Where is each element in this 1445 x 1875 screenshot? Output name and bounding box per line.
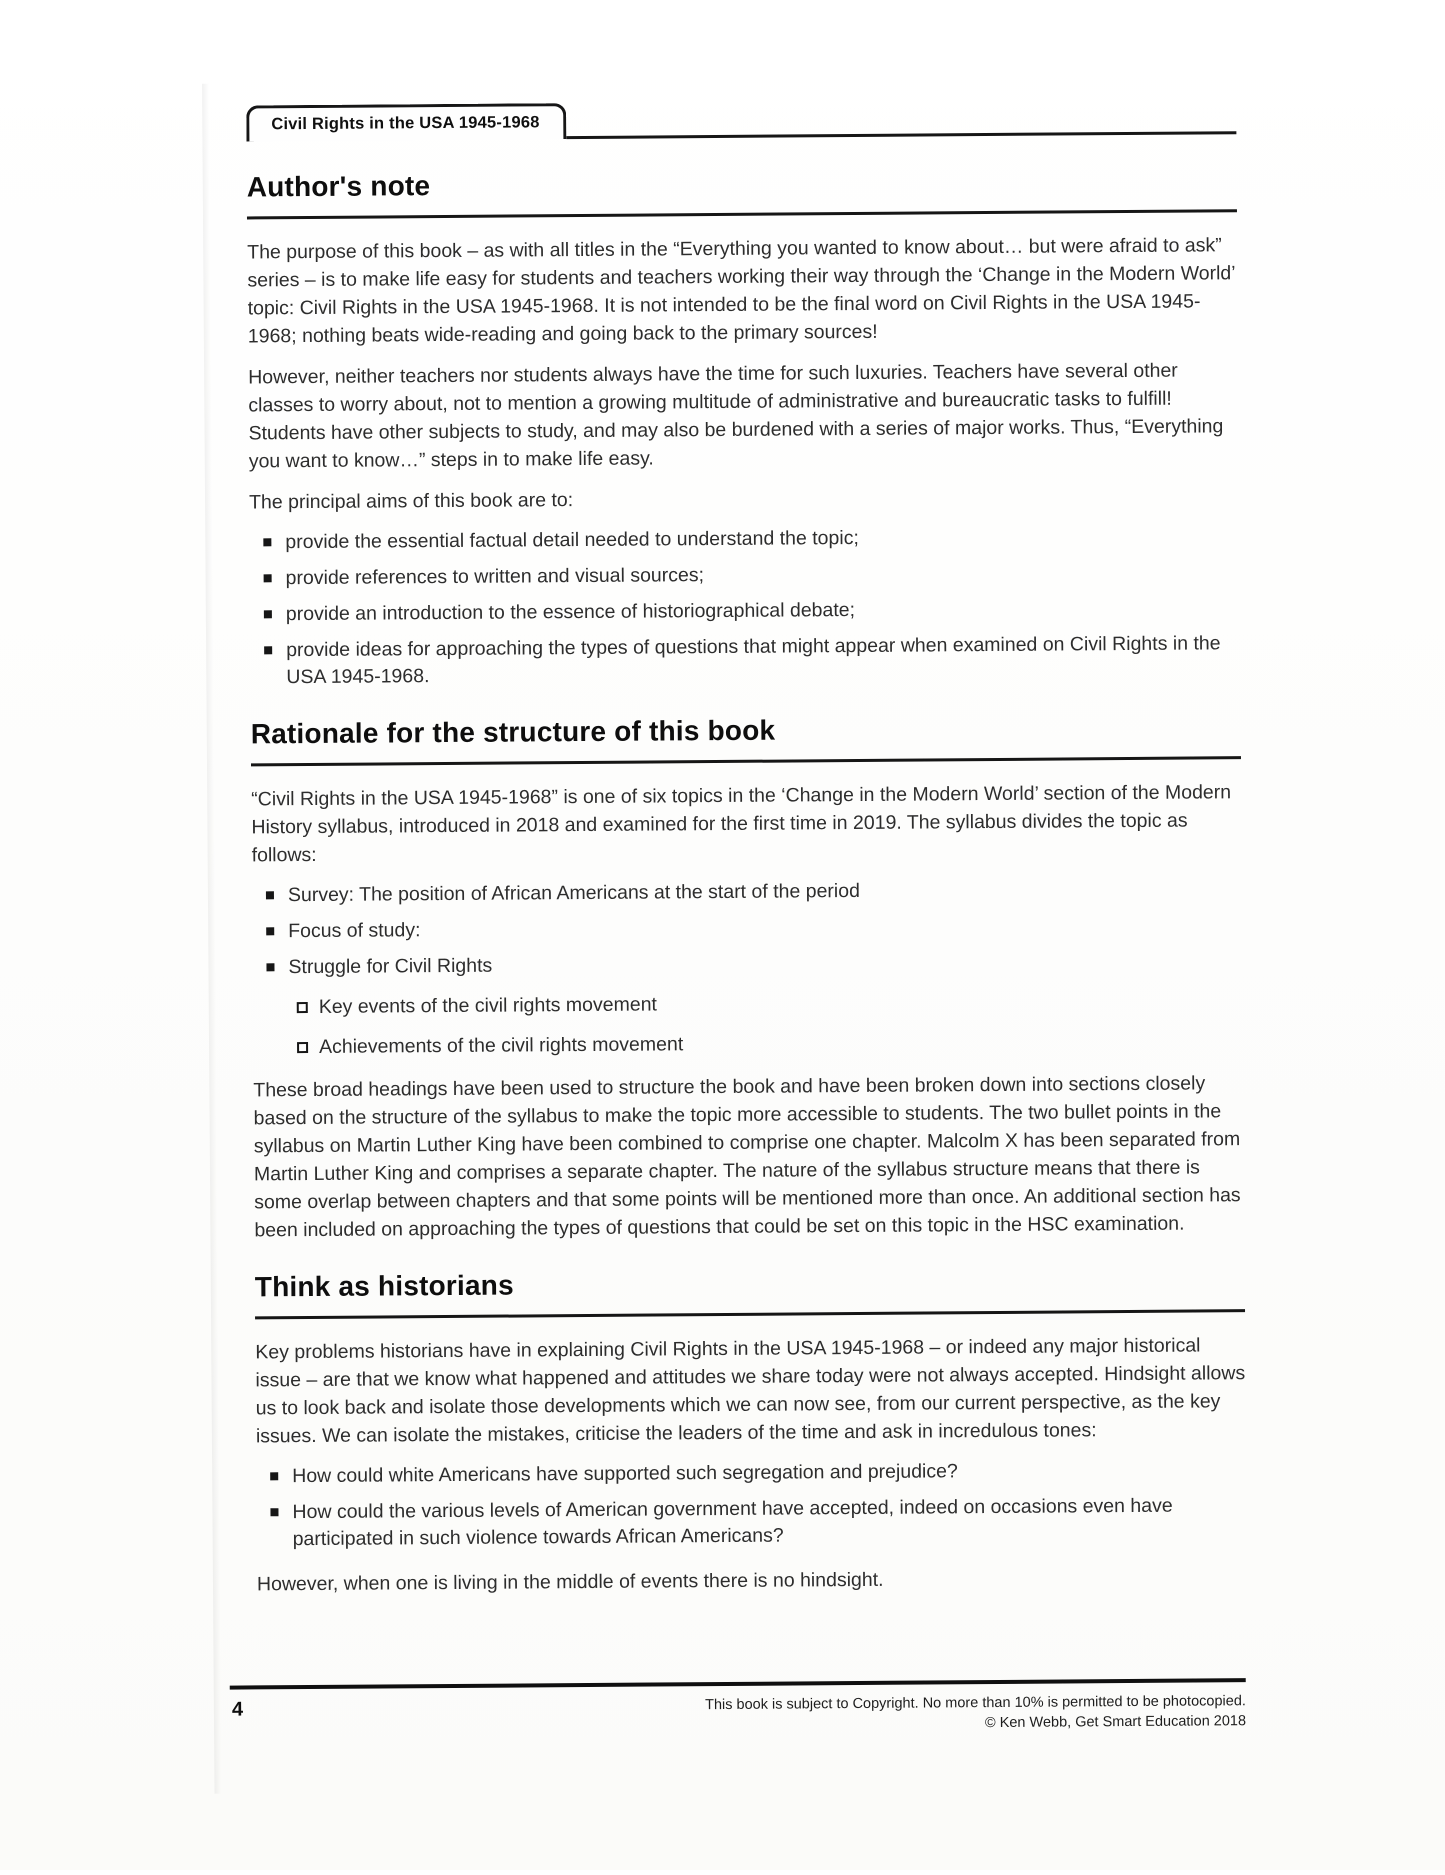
syllabus-sublist: [283, 987, 1243, 1061]
syllabus-list: [252, 875, 1243, 981]
list-item: provide the essential factual detail needed to understand the topic;: [261, 522, 1239, 556]
list-item: Survey: The position of African Americans at the start of the period: [264, 875, 1242, 909]
paragraph: These broad headings have been used to structure the book and have been broken down into sections closely based on the structure of the syllabus to make the topic more accessible to students. The two bullet points in the syllabus on Martin Luther King have been combined to comprise one chapter. Malcolm X has been separated from Martin Luther King and comprises a separate chapter. The nature of the syllabus structure means that there is some overlap between chapters and that some points will be mentioned more than once. An additional section has been included on approaching the types of questions that could be set on this topic in the HSC examination.: [253, 1072, 1241, 1242]
aims-list: [249, 522, 1240, 691]
footer-row: [230, 1691, 1246, 1738]
questions-list: [256, 1456, 1247, 1553]
list-item: provide an introduction to the essence of historiographical debate;: [262, 594, 1240, 628]
sub-list-item: Key events of the civil rights movement: [295, 987, 1243, 1021]
paragraph: Key problems historians have in explaining Civil Rights in the USA 1945-1968 – or indeed any major historical issue – are that we know what happened and attitudes we share today were not always accepted. Hindsight allows us to look back and isolate those developments which we can now see, from our current perspective, as the key issues. We can isolate the mistakes, criticise the leaders of the time and ask in incredulous tones:: [255, 1334, 1246, 1448]
page-edge-shadow: [202, 84, 222, 1794]
sub-list-item: Achievements of the civil rights movement: [295, 1027, 1243, 1061]
copyright-line-1: This book is subject to Copyright. No more than 10% is permitted to be photocopied.: [705, 1693, 1246, 1714]
footer-rule: [230, 1678, 1246, 1689]
copyright-line-2: © Ken Webb, Get Smart Education 2018: [984, 1713, 1247, 1732]
paragraph: The purpose of this book – as with all titles in the “Everything you wanted to know about… but were afraid to ask” series – is to make life easy for students and teachers working their way through the ‘Change in the Modern World’ topic: Civil Rights in the USA 1945-1968. It is not intended to be the final word on Civil Rights in the USA 1945-1968; nothing beats wide-reading and going back to the primary sources!: [247, 234, 1235, 348]
list-item: provide ideas for approaching the types of questions that might appear when examined on Civil Rights in the USA 1945-1968.: [262, 630, 1240, 691]
paragraph: However, when one is living in the middle of events there is no hindsight.: [256, 1568, 884, 1596]
list-item: Struggle for Civil Rights: [264, 947, 1242, 981]
copyright-notice: [705, 1691, 1246, 1735]
page-footer: [230, 1678, 1246, 1738]
page-number: 4: [231, 1698, 244, 1721]
chapter-tab: [246, 103, 567, 141]
list-item: Focus of study:: [264, 911, 1242, 945]
chapter-tab-row: [246, 96, 1236, 141]
chapter-tab-label: Civil Rights in the USA 1945-1968: [271, 113, 540, 134]
list-item: provide references to written and visual sources;: [262, 558, 1240, 592]
header-rule: [567, 131, 1237, 139]
page-content: [246, 96, 1247, 1611]
list-item: How could the various levels of American government have accepted, indeed on occasions even have participated in such violence towards African Americans?: [268, 1492, 1246, 1553]
section-heading-rationale: Rationale for the structure of this book: [251, 711, 1241, 766]
section-heading-think-as-historians: Think as historians: [255, 1264, 1245, 1319]
paragraph: “Civil Rights in the USA 1945-1968” is one of six topics in the ‘Change in the Modern World’ section of the Modern History syllabus, introduced in 2018 and examined for the first time in 2019. The syllabus divides the topic as follows:: [251, 781, 1232, 867]
list-item: How could white Americans have supported such segregation and prejudice?: [268, 1456, 1246, 1490]
paragraph: The principal aims of this book are to:: [248, 489, 574, 514]
paragraph: However, neither teachers nor students always have the time for such luxuries. Teachers have several other classes to worry about, not to mention a growing multitude of administrative and bureaucratic tasks to fulfill! Students have other subjects to study, and may also be burdened with a series of major works. Thus, “Everything you want to know…” steps in to make life easy.: [248, 359, 1224, 473]
section-heading-authors-note: Author's note: [247, 164, 1237, 219]
